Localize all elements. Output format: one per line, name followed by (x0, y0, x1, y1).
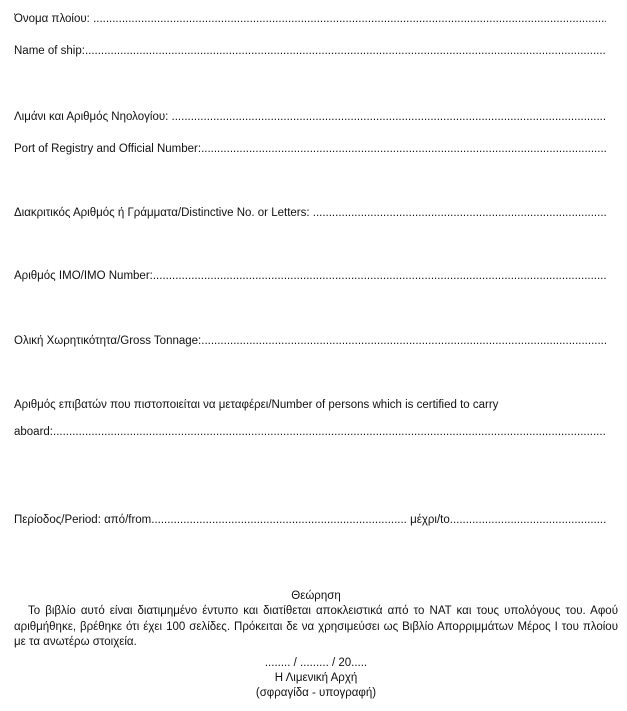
gross-tonnage-label: Ολική Χωρητικότητα/Gross Tonnage: (14, 335, 202, 347)
ship-name-en-label: Name of ship: (14, 45, 85, 57)
ship-name-gr-field[interactable] (14, 12, 606, 26)
footer-stamp: (σφραγίδα - υπογραφή) (255, 687, 377, 699)
period-from-dots: ................................................................................ (151, 514, 407, 526)
port-registry-en-field[interactable] (14, 142, 606, 156)
persons-field[interactable] (14, 425, 606, 439)
period-from-label: Περίοδος/Period: από/from (14, 514, 152, 526)
gross-tonnage-field[interactable] (14, 334, 606, 348)
footer-authority: Η Λιμενική Αρχή (274, 672, 358, 684)
period-field[interactable] (14, 513, 606, 527)
imo-number-label: Αριθμός ΙΜΟ/IMO Number: (14, 270, 153, 282)
imo-number-field[interactable] (14, 269, 606, 283)
period-to-label: μέχρι/to (406, 514, 450, 526)
ship-name-en-field[interactable] (14, 44, 606, 58)
port-registry-en-label: Port of Registry and Official Number: (14, 143, 202, 155)
footer-paragraph: Το βιβλίο αυτό είναι διατιμημένο έντυπο και διατίθεται αποκλειστικά από το ΝΑΤ και τους υπολόγους του. Αφού αριθμήθηκε, βρέθηκε ότι έχει 100 σελίδες. Πρόκειται δε να χρησιμεύσει ως Βιβλίο Απορριμμάτων Μέρος Ι του πλοίου με τα ανωτέρω στοιχεία. (14, 605, 618, 648)
port-registry-gr-field[interactable] (14, 110, 606, 124)
port-registry-gr-label: Λιμάνι και Αριθμός Νηολογίου: (14, 111, 172, 123)
distinctive-no-field[interactable] (14, 206, 606, 220)
ship-name-gr-label: Όνομα πλοίου: (14, 13, 94, 25)
persons-label-line2: aboard: (14, 426, 54, 438)
footer-date-line: ........ / ......... / 20..... (264, 657, 368, 669)
distinctive-no-label: Διακριτικός Αριθμός ή Γράμματα/Distinctive No. or Letters: (14, 207, 313, 219)
persons-label-line1: Αριθμός επιβατών που πιστοποιείται να μεταφέρει/Number of persons which is certified to carry (14, 399, 499, 411)
footer-title: Θεώρηση (291, 590, 341, 602)
